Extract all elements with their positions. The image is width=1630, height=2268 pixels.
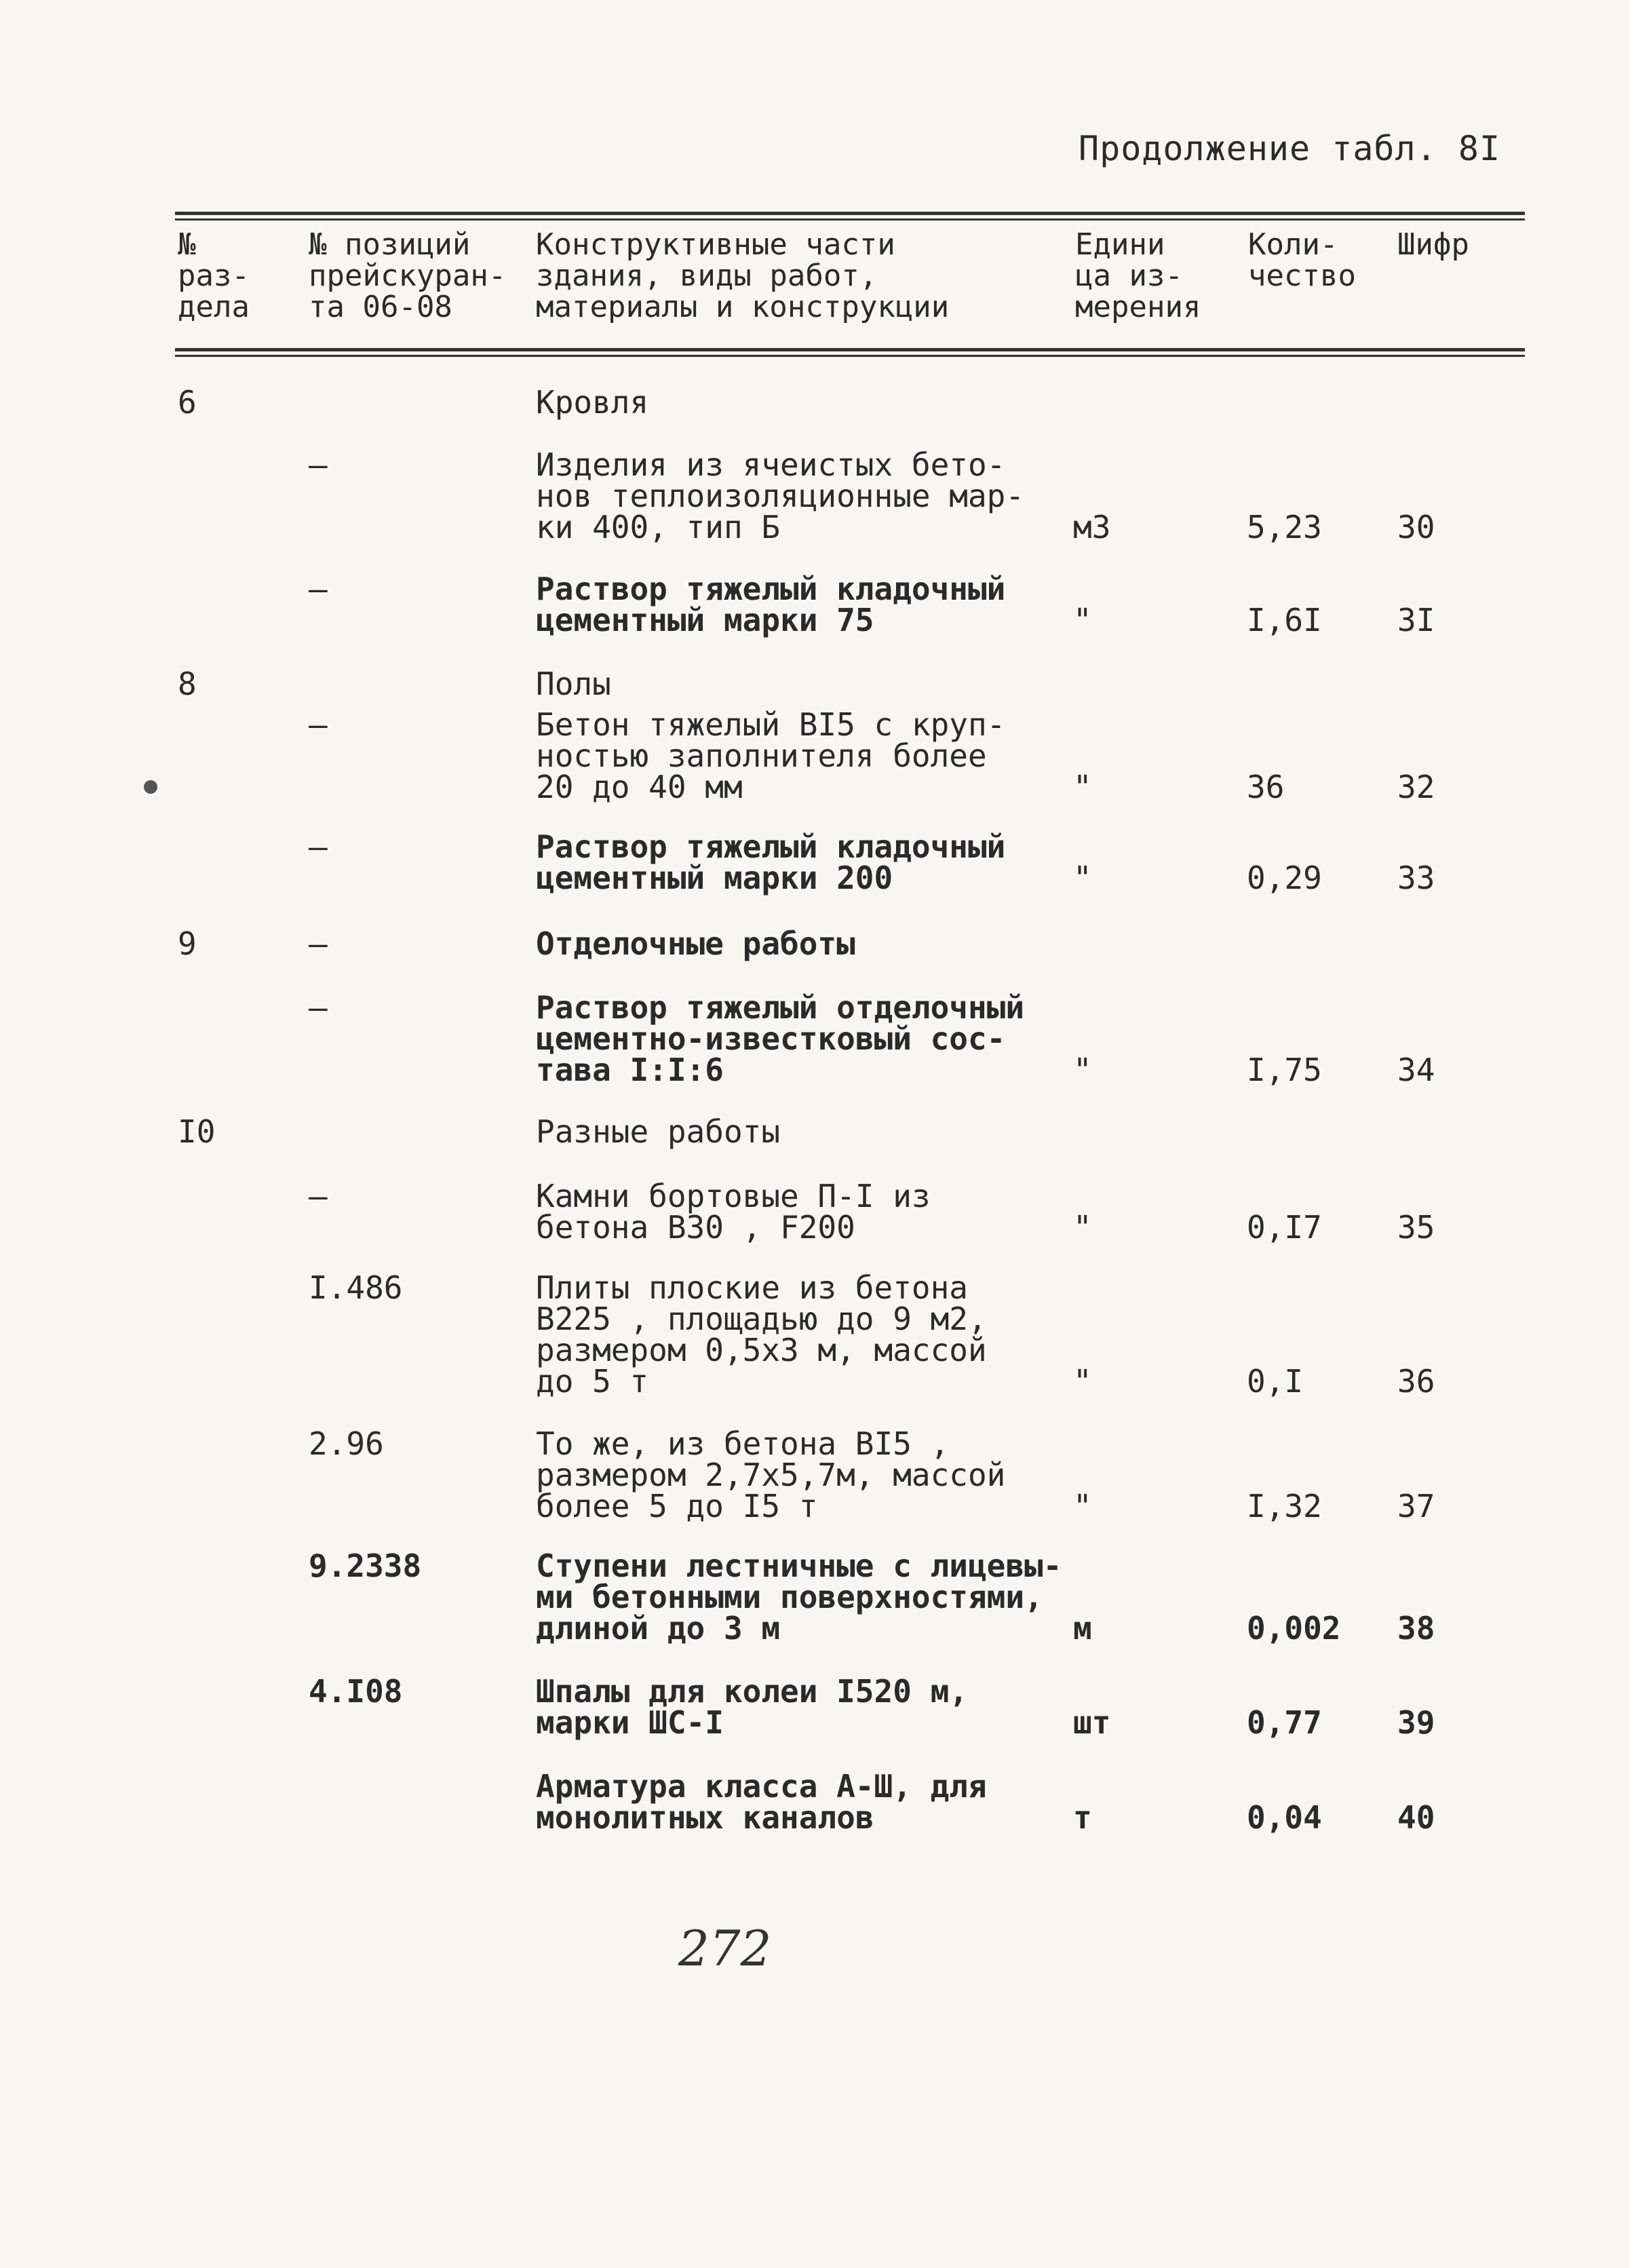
row-code: 32 <box>1397 769 1435 805</box>
row-unit: " <box>1073 1363 1092 1400</box>
row-quantity: I,32 <box>1247 1488 1322 1524</box>
row-description: То же, из бетона BI5 , размером 2,7х5,7м, массой более 5 до I5 т <box>536 1425 1006 1524</box>
row-quantity: 0,04 <box>1247 1799 1322 1836</box>
row-description: Отделочные работы <box>536 925 855 962</box>
row-section: 9 <box>178 925 197 962</box>
row-code: 36 <box>1397 1363 1435 1400</box>
table-continuation-label: Продолжение табл. 8I <box>1079 129 1501 168</box>
header-bottom-rule-second <box>175 355 1525 357</box>
header-top-rule-second <box>175 218 1525 220</box>
row-unit: " <box>1073 860 1092 896</box>
row-position: 9.2338 <box>309 1548 422 1584</box>
row-code: 38 <box>1397 1610 1435 1647</box>
row-code: 40 <box>1397 1799 1435 1836</box>
row-quantity: 0,I <box>1247 1363 1304 1400</box>
row-position: 2.96 <box>309 1425 384 1462</box>
row-position: – <box>309 989 328 1026</box>
row-code: 3I <box>1397 602 1435 638</box>
row-unit: м3 <box>1073 509 1111 545</box>
row-unit: " <box>1073 602 1092 638</box>
row-description: Арматура класса А-Ш, для монолитных каналов <box>536 1768 987 1836</box>
row-code: 33 <box>1397 860 1435 896</box>
row-position: – <box>309 1178 328 1214</box>
row-description: Кровля <box>536 384 649 421</box>
header-quantity: Коли- чество <box>1248 227 1356 293</box>
row-position: – <box>309 446 328 483</box>
row-quantity: 36 <box>1247 769 1285 805</box>
row-description: Раствор тяжелый кладочный цементный марки 75 <box>536 571 1006 638</box>
row-unit: " <box>1073 1209 1092 1246</box>
header-bottom-rule <box>175 348 1525 351</box>
row-unit: " <box>1073 769 1092 805</box>
row-section: 8 <box>178 666 197 702</box>
row-description: Раствор тяжелый кладочный цементный марки 200 <box>536 828 1006 896</box>
row-code: 35 <box>1397 1209 1435 1246</box>
row-code: 34 <box>1397 1052 1435 1088</box>
row-quantity: 0,002 <box>1247 1610 1341 1647</box>
row-description: Полы <box>536 666 611 702</box>
row-quantity: 0,I7 <box>1247 1209 1322 1246</box>
row-description: Разные работы <box>536 1113 781 1150</box>
row-quantity: 0,29 <box>1247 860 1322 896</box>
header-unit: Едини ца из- мерения <box>1075 227 1201 324</box>
row-quantity: I,6I <box>1247 602 1322 638</box>
row-code: 30 <box>1397 509 1435 545</box>
page-number: 272 <box>678 1920 772 1977</box>
row-description: Шпалы для колеи I520 м, марки ШС-I <box>536 1673 968 1741</box>
row-quantity: 0,77 <box>1247 1704 1322 1741</box>
row-description: Плиты плоские из бетона В225 , площадью до 9 м2, размером 0,5х3 м, массой до 5 т <box>536 1269 987 1400</box>
header-position: № позиций прейскуран- та 06-08 <box>309 227 507 324</box>
header-top-rule <box>175 212 1525 215</box>
row-section: 6 <box>178 384 197 421</box>
row-description: Раствор тяжелый отделочный цементно-известковый сос- тава I:I:6 <box>536 989 1025 1088</box>
row-code: 39 <box>1397 1704 1435 1741</box>
row-description: Изделия из ячеистых бето- нов теплоизоляционные мар- ки 400, тип Б <box>536 446 1025 545</box>
header-description: Конструктивные части здания, виды работ, материалы и конструкции <box>536 227 950 324</box>
row-position: – <box>309 925 328 962</box>
row-description: Ступени лестничные с лицевы- ми бетонными поверхностями, длиной до 3 м <box>536 1548 1062 1647</box>
row-description: Камни бортовые П-I из бетона В30 , F200 <box>536 1178 931 1246</box>
row-quantity: I,75 <box>1247 1052 1322 1088</box>
header-code: Шифр <box>1397 227 1469 262</box>
row-unit: т <box>1073 1799 1092 1836</box>
row-position: – <box>309 571 328 607</box>
row-position: – <box>309 706 328 743</box>
row-unit: шт <box>1073 1704 1111 1741</box>
row-section: I0 <box>178 1113 216 1150</box>
row-unit: " <box>1073 1052 1092 1088</box>
punch-hole-mark <box>144 780 157 794</box>
row-position: – <box>309 828 328 865</box>
header-section: № раз- дела <box>178 227 250 324</box>
row-description: Бетон тяжелый BI5 с круп- ностью заполнителя более 20 до 40 мм <box>536 706 1006 805</box>
row-quantity: 5,23 <box>1247 509 1322 545</box>
row-code: 37 <box>1397 1488 1435 1524</box>
row-unit: м <box>1073 1610 1092 1647</box>
row-position: 4.I08 <box>309 1673 403 1710</box>
row-unit: " <box>1073 1488 1092 1524</box>
row-position: I.486 <box>309 1269 403 1306</box>
